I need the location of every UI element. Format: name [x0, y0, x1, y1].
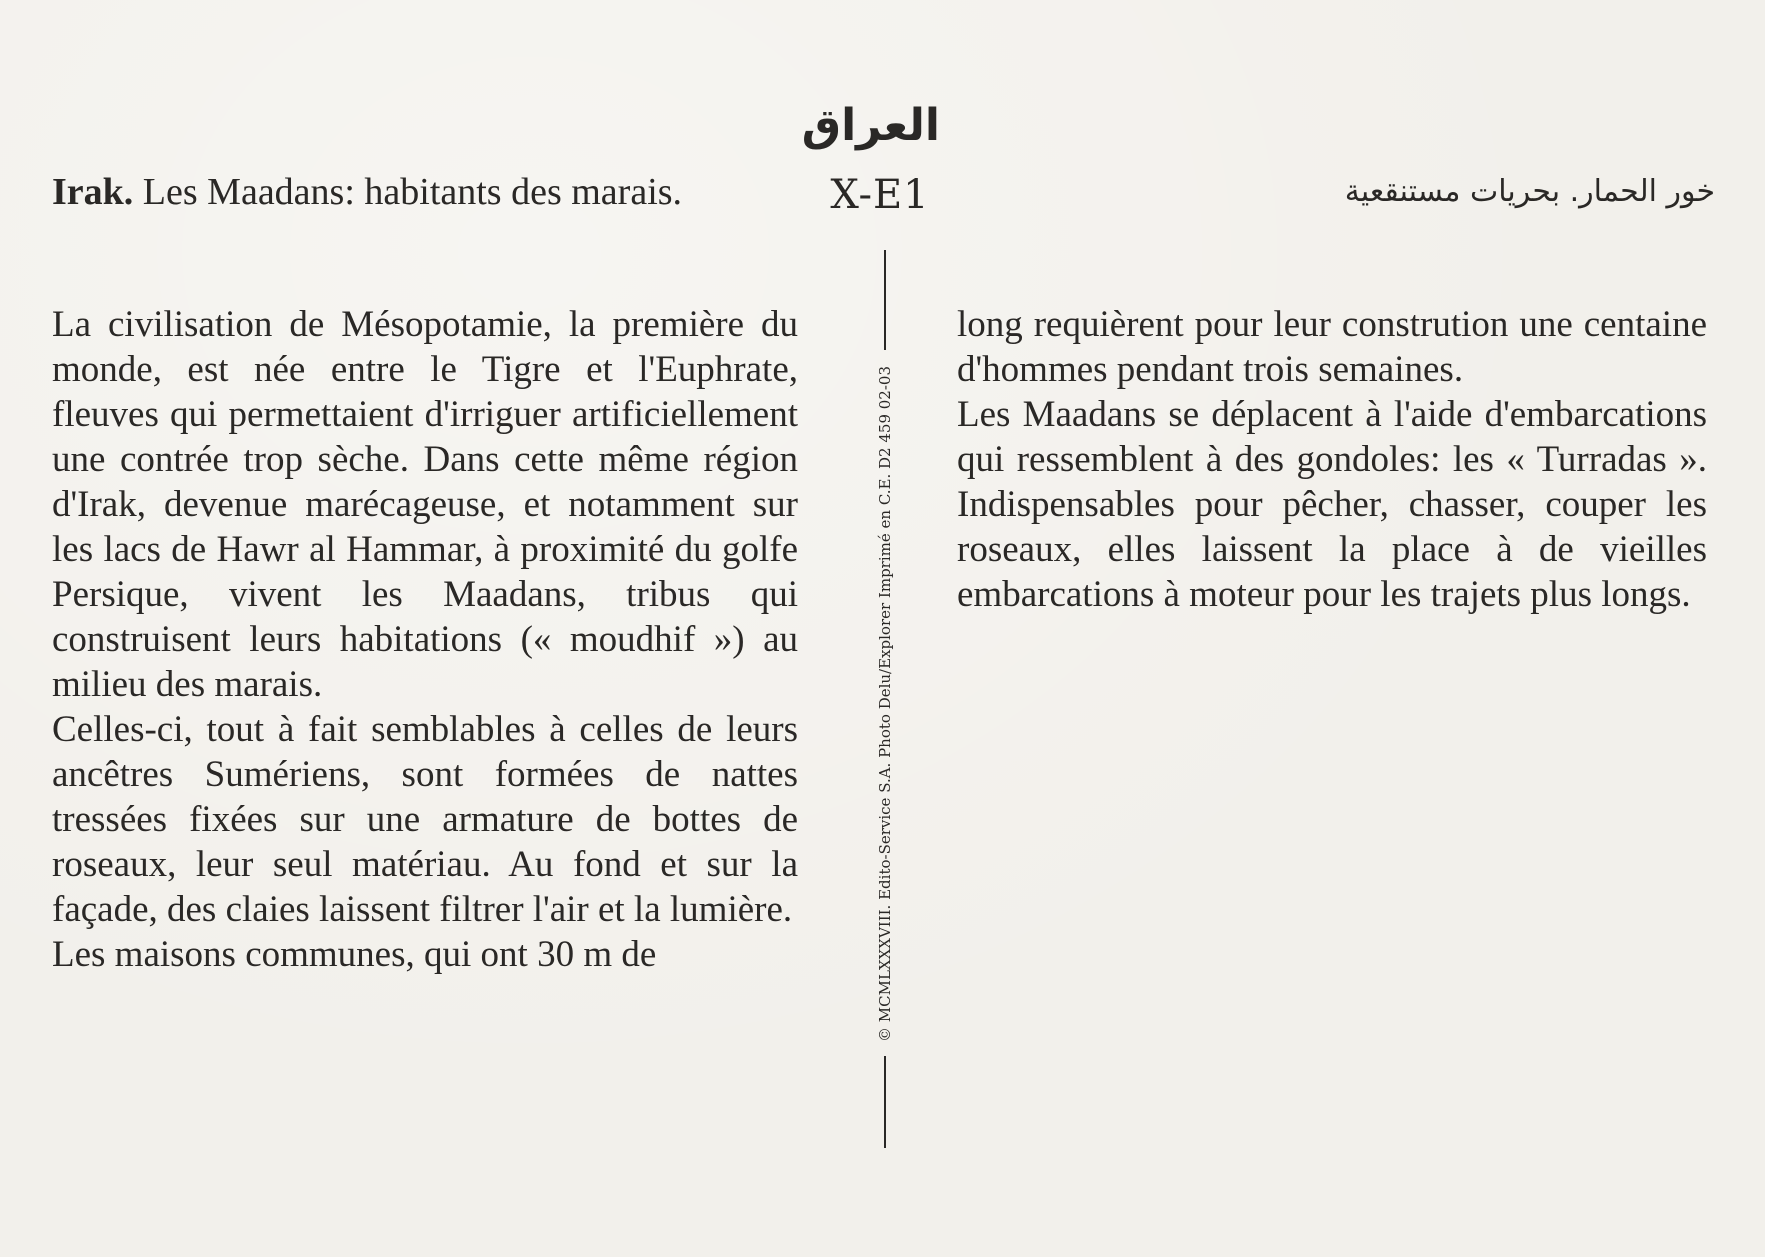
country-name: Irak. [52, 171, 134, 213]
card-code: X-E1 [830, 172, 930, 218]
arabic-caption: خور الحمار. بحريات مستنقعية [1344, 174, 1715, 209]
card-heading [52, 170, 732, 214]
paragraph: La civilisation de Mésopotamie, la première du monde, est née entre le Tigre et l'Euphrate, fleuves qui permettaient d'irriguer artificiellement une contrée trop sèche. Dans cette même région d'Irak, devenue marécageuse, et notamment sur les lacs de Hawr al Hammar, à proximité du golfe Persique, vivent les Maadans, tribus qui construisent leurs habitations (« moudhif ») au milieu des marais. [52, 304, 798, 705]
paragraph: Celles-ci, tout à fait semblables à celles de leurs ancêtres Sumériens, sont formées de nattes tressées fixées sur une armature de bottes de roseaux, leur seul matériau. Au fond et sur la façade, des claies laissent filtrer l'air et la lumière. [52, 709, 798, 930]
paragraph: Les Maadans se déplacent à l'aide d'embarcations qui ressemblent à des gondoles: les « Turradas ». Indispensables pour pêcher, chasser, couper les roseaux, elles laissent la place à de vieilles embarcations à moteur pour les trajets plus longs. [957, 394, 1707, 615]
paragraph: long requièrent pour leur constrution une centaine d'hommes pendant trois semaines. [957, 304, 1707, 390]
center-divider-line [884, 250, 886, 350]
paragraph: Les maisons communes, qui ont 30 m de [52, 934, 657, 975]
center-divider-line [884, 1056, 886, 1148]
left-text-column [52, 302, 798, 977]
copyright-credit: © MCMLXXXVIII. Edito-Service S.A. Photo Delu/Explorer Imprimé en C.E. D2 459 02-03 [876, 365, 894, 1043]
arabic-country-name: العراق [801, 100, 940, 151]
card-title: Les Maadans: habitants des marais. [142, 171, 683, 213]
right-text-column [957, 302, 1707, 617]
